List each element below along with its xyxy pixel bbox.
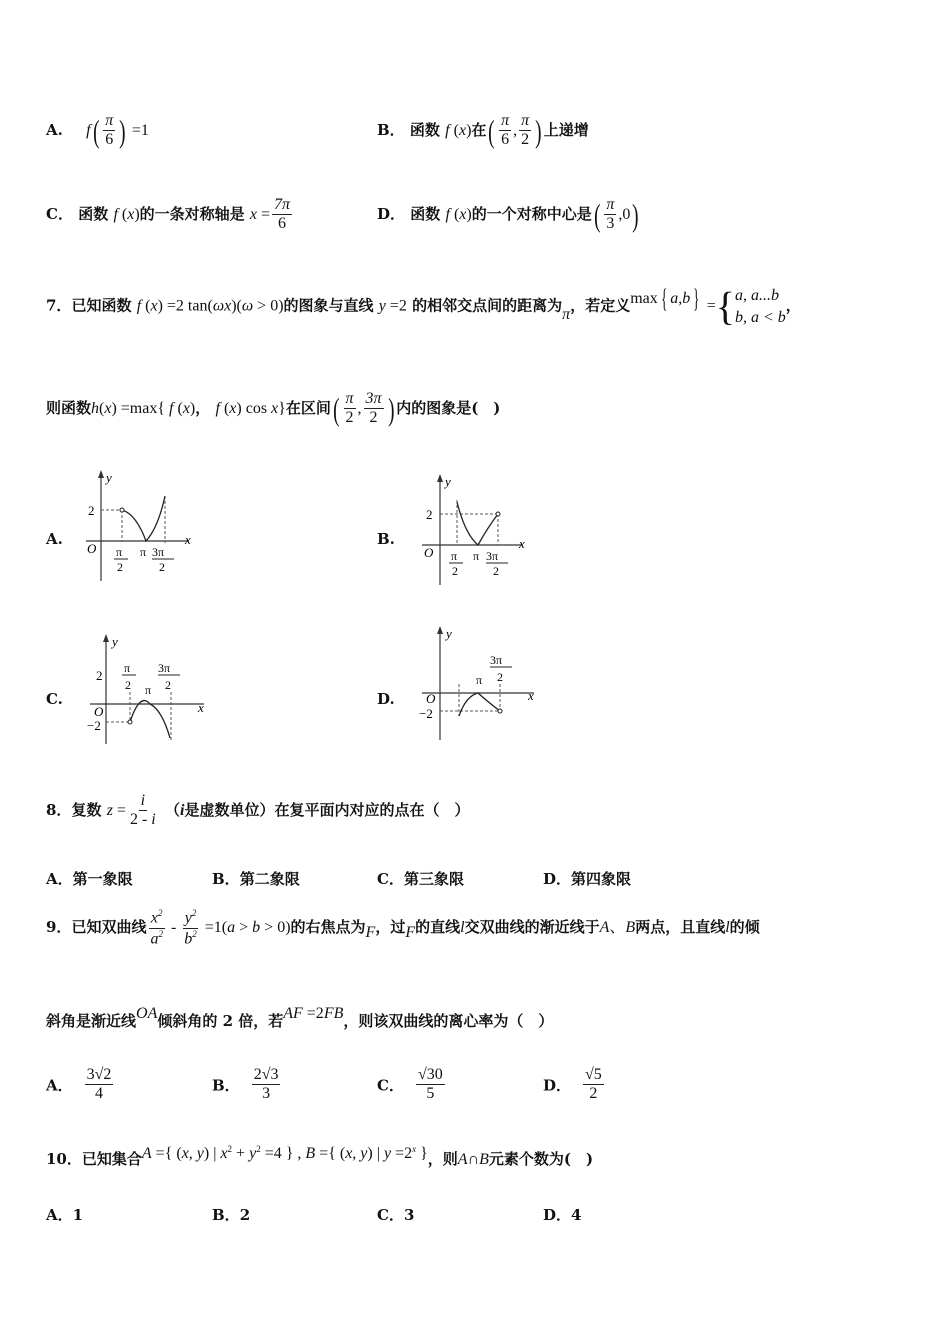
q6-option-d[interactable]: D． 函数 f (x)的一个对称中心是( $\frac{\pi}{3}$ ,0) [377,196,639,233]
svg-text:O: O [426,691,436,706]
y-axis-arrow-icon [98,470,104,478]
svg-text:π: π [451,549,458,563]
q10-option-a[interactable]: A．1 [46,1206,84,1224]
q7-label-c[interactable]: C. [46,690,63,708]
q8-stem: 8．复数 z = $\frac{i}{2 - i}$ （i是虚数单位）在复平面内对应的点在（ ） [46,792,470,829]
svg-text:−2: −2 [87,718,101,733]
q8-option-c[interactable]: C．第三象限 [377,870,464,888]
q9-stem-line1: 9．已知双曲线 $\frac{x^2}{a^2}$ - $\frac{y^2}{b^2}$ =1(a > b > 0)的右焦点为F，过F的直线l交双曲线的渐近线于A、B两点，且直线l的倾 [46,908,760,948]
svg-text:y: y [445,474,451,489]
q9-option-a[interactable]: A． $\frac{3√2}{4}$ [46,1066,112,1103]
svg-text:π: π [473,549,480,563]
q7-stem-line1: 7．已知函数 f (x) =2 tan(ωx)(ω > 0)的图象与直线 y =2 的相邻交点间的距离为π，若定义max { a,b } ={ a, a...b b, a < b ， [46,283,801,329]
graph-a[interactable] [78,468,198,588]
svg-text:2: 2 [96,668,103,683]
svg-text:3π: 3π [152,545,165,559]
y-axis-arrow-icon [437,626,443,634]
q7-stem-line2: 则函数h(x) =max{ f (x)， f (x) cos x}在区间( $\frac{\pi}{2}$ , $\frac{3\pi}{2}$ ) 内的图象是( ) [46,390,501,427]
q6-option-b[interactable]: B． 函数 f (x)在( $\frac{\pi}{6}$ , $\frac{\pi}{2}$ ) 上递增 [377,112,589,149]
origin-label: O [87,541,97,556]
svg-text:x: x [198,700,204,715]
curve [122,496,165,541]
q9-option-d[interactable]: D． $\frac{√5}{2}$ [543,1066,602,1103]
svg-text:O: O [94,704,104,719]
svg-text:2: 2 [125,678,131,692]
svg-text:x: x [528,688,534,703]
svg-text:2: 2 [426,507,433,522]
svg-text:3π: 3π [486,549,499,563]
q10-option-d[interactable]: D．4 [543,1206,582,1224]
svg-text:2: 2 [117,560,123,574]
svg-text:3π: 3π [490,653,503,667]
q7-label-d[interactable]: D. [377,690,395,708]
q7-label-b[interactable]: B. [377,530,395,548]
x-label: x [185,532,191,547]
q7-label-a[interactable]: A. [46,530,63,548]
svg-text:π: π [476,673,483,687]
svg-text:−2: −2 [419,706,433,721]
q6-option-a[interactable]: A. f( $\frac{\pi}{6}$ ) =1 [46,112,149,149]
svg-text:π: π [116,545,123,559]
svg-text:π: π [140,545,147,559]
y-axis-arrow-icon [103,634,109,642]
q8-option-a[interactable]: A．第一象限 [46,870,133,888]
q8-option-d[interactable]: D．第四象限 [543,870,632,888]
svg-text:π: π [124,661,131,675]
graph-b[interactable] [410,472,530,592]
svg-text:2: 2 [497,670,503,684]
open-point [120,508,124,512]
q10-stem: 10．已知集合A ={ (x, y) | $x^2 + y^2 =4$ } , B ={ (x, y) | $y =2^x$ }，则A∩B元素个数为( ) [46,1144,594,1168]
q9-stem-line2: 斜角是渐近线OA倾斜角的 2 倍，若AF =2FB，则该双曲线的离心率为（ ） [46,1005,554,1030]
q9-option-b[interactable]: B． $\frac{2√3}{3}$ [212,1066,279,1103]
svg-text:y: y [112,634,118,649]
tick-2: 2 [88,503,95,518]
svg-text:2: 2 [165,678,171,692]
q10-option-c[interactable]: C．3 [377,1206,415,1224]
q10-option-b[interactable]: B．2 [212,1206,251,1224]
svg-text:π: π [145,683,152,697]
graph-d[interactable] [414,624,539,744]
svg-text:2: 2 [159,560,165,574]
q8-option-b[interactable]: B．第二象限 [212,870,300,888]
q6-option-c[interactable]: C． 函数 f (x)的一条对称轴是 x = $\frac{7\pi}{6}$ [46,196,291,233]
svg-text:2: 2 [493,564,499,578]
svg-text:y: y [446,626,452,641]
svg-text:x: x [519,536,525,551]
q9-option-c[interactable]: C． $\frac{√30}{5}$ [377,1066,443,1103]
svg-text:3π: 3π [158,661,171,675]
y-axis-arrow-icon [437,474,443,482]
svg-text:2: 2 [452,564,458,578]
svg-text:O: O [424,545,434,560]
graph-c[interactable] [82,632,212,747]
y-label: y [106,470,112,485]
